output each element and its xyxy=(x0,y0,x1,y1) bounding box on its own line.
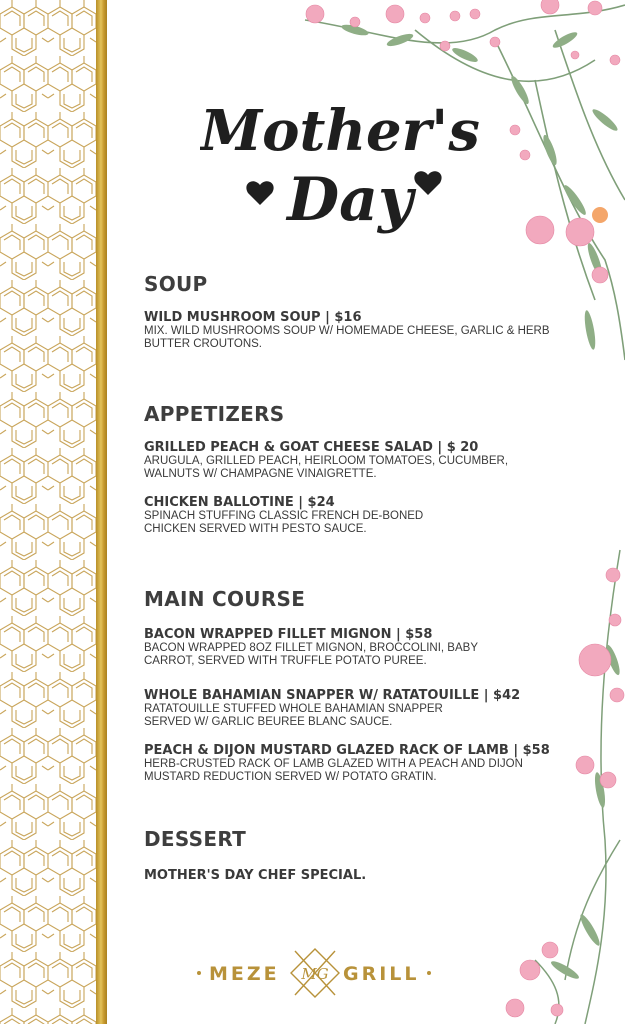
meze-grill-logo xyxy=(195,945,435,1001)
title-line-2: Day xyxy=(287,165,413,235)
menu-item-name: CHICKEN BALLOTINE | $24 xyxy=(144,495,335,510)
section-heading-appetizers: APPETIZERS xyxy=(144,402,285,426)
menu-item xyxy=(144,868,564,883)
menu-item-name: BACON WRAPPED FILLET MIGNON | $58 xyxy=(144,627,433,642)
section-heading-soup: SOUP xyxy=(144,272,208,296)
menu-item xyxy=(144,495,564,535)
heart-icon xyxy=(414,171,441,195)
brand-name-right: GRILL xyxy=(343,963,420,985)
menu-item-name: GRILLED PEACH & GOAT CHEESE SALAD | $ 20 xyxy=(144,440,479,455)
menu-item xyxy=(144,688,564,728)
menu-item-description: RATATOUILLE STUFFED WHOLE BAHAMIAN SNAPPER SERVED W/ GARLIC BEUREE BLANC SAUCE. xyxy=(144,703,443,728)
menu-item-description: HERB-CRUSTED RACK OF LAMB GLAZED WITH A PEACH AND DIJON MUSTARD REDUCTION SERVED W/ POTATO GRATIN. xyxy=(144,758,523,783)
monogram-text: MG xyxy=(301,965,329,983)
menu-item-name: WILD MUSHROOM SOUP | $16 xyxy=(144,310,362,325)
menu-item xyxy=(144,440,564,480)
menu-item-description: BACON WRAPPED 8OZ FILLET MIGNON, BROCCOLINI, BABY CARROT, SERVED WITH TRUFFLE POTATO PUREE. xyxy=(144,642,478,667)
menu-item-name: PEACH & DIJON MUSTARD GLAZED RACK OF LAMB | $58 xyxy=(144,743,550,758)
menu-item xyxy=(144,310,564,350)
menu-item-name: MOTHER'S DAY CHEF SPECIAL. xyxy=(144,868,367,883)
section-heading-dessert: DESSERT xyxy=(144,827,247,851)
title-line-1: Mother's xyxy=(200,98,480,164)
mothers-day-title xyxy=(200,80,480,240)
menu-item xyxy=(144,627,564,667)
decorative-lattice-pattern xyxy=(0,0,96,1024)
heart-icon xyxy=(246,181,273,205)
brand-name-left: MEZE xyxy=(209,963,280,985)
menu-item-description: SPINACH STUFFING CLASSIC FRENCH DE-BONED CHICKEN SERVED WITH PESTO SAUCE. xyxy=(144,510,424,535)
menu-item-name: WHOLE BAHAMIAN SNAPPER W/ RATATOUILLE | $42 xyxy=(144,688,521,703)
section-heading-main-course: MAIN COURSE xyxy=(144,587,306,611)
menu-item xyxy=(144,743,564,783)
gold-vertical-bar xyxy=(96,0,107,1024)
menu-item-description: ARUGULA, GRILLED PEACH, HEIRLOOM TOMATOES, CUCUMBER, WALNUTS W/ CHAMPAGNE VINAIGRETTE. xyxy=(144,455,509,480)
menu-item-description: MIX. WILD MUSHROOMS SOUP W/ HOMEMADE CHEESE, GARLIC & HERB BUTTER CROUTONS. xyxy=(144,325,550,350)
